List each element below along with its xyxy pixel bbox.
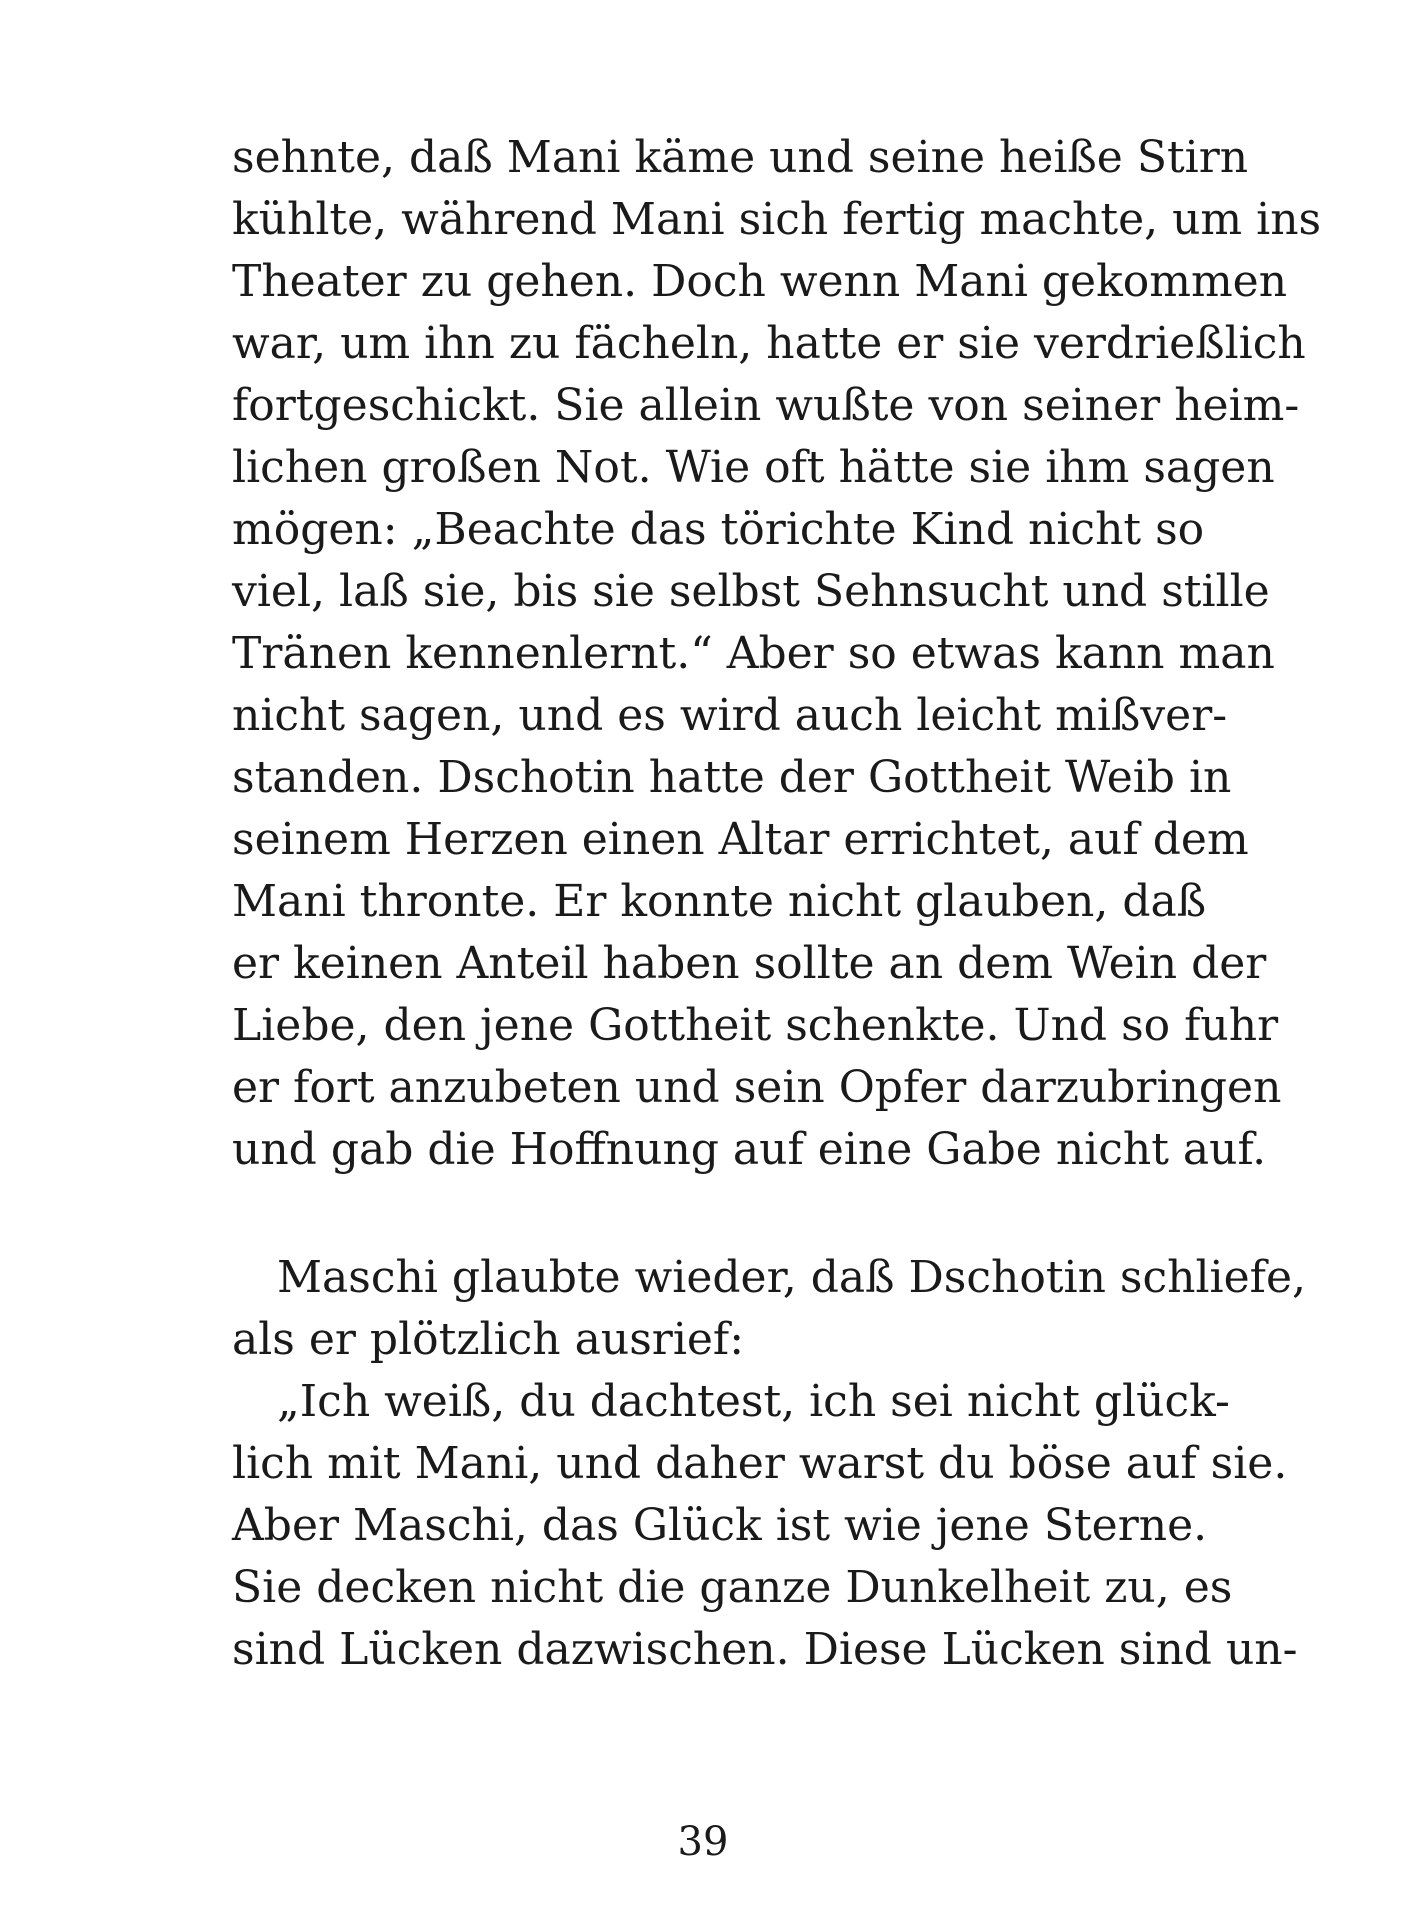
text-line: mögen: „Beachte das törichte Kind nicht so: [232, 504, 1205, 555]
text-line: sind Lücken dazwischen. Diese Lücken sind un-: [232, 1624, 1298, 1675]
text-line: lich mit Mani, und daher warst du böse auf sie.: [232, 1438, 1288, 1489]
text-line: und gab die Hoffnung auf eine Gabe nicht auf.: [232, 1124, 1267, 1175]
text-line: lichen großen Not. Wie oft hätte sie ihm sagen: [232, 442, 1275, 493]
text-line: war, um ihn zu fächeln, hatte er sie verdrießlich: [232, 318, 1306, 369]
text-line: kühlte, während Mani sich fertig machte, um ins: [232, 194, 1322, 245]
text-line: sehnte, daß Mani käme und seine heiße Stirn: [232, 132, 1249, 183]
text-line: seinem Herzen einen Altar errichtet, auf dem: [232, 814, 1249, 865]
text-line: „Ich weiß, du dachtest, ich sei nicht glück-: [277, 1376, 1230, 1427]
text-line: fortgeschickt. Sie allein wußte von seiner heim-: [232, 380, 1300, 431]
text-line: Tränen kennenlernt.“ Aber so etwas kann man: [232, 628, 1275, 679]
page-number: 39: [677, 1819, 729, 1865]
text-line: standen. Dschotin hatte der Gottheit Weib in: [232, 752, 1232, 803]
text-line: Liebe, den jene Gottheit schenkte. Und so fuhr: [232, 1000, 1279, 1051]
text-line: nicht sagen, und es wird auch leicht mißver-: [232, 690, 1228, 741]
text-line: Maschi glaubte wieder, daß Dschotin schliefe,: [277, 1252, 1306, 1303]
text-line: als er plötzlich ausrief:: [232, 1314, 745, 1365]
text-line: Sie decken nicht die ganze Dunkelheit zu, es: [232, 1562, 1233, 1613]
text-line: Aber Maschi, das Glück ist wie jene Sterne.: [232, 1500, 1208, 1551]
text-line: viel, laß sie, bis sie selbst Sehnsucht und stille: [232, 566, 1270, 617]
text-line: Theater zu gehen. Doch wenn Mani gekommen: [232, 256, 1288, 307]
text-line: er fort anzubeten und sein Opfer darzubringen: [232, 1062, 1282, 1113]
text-line: er keinen Anteil haben sollte an dem Wein der: [232, 938, 1267, 989]
text-line: Mani thronte. Er konnte nicht glauben, daß: [232, 876, 1207, 927]
